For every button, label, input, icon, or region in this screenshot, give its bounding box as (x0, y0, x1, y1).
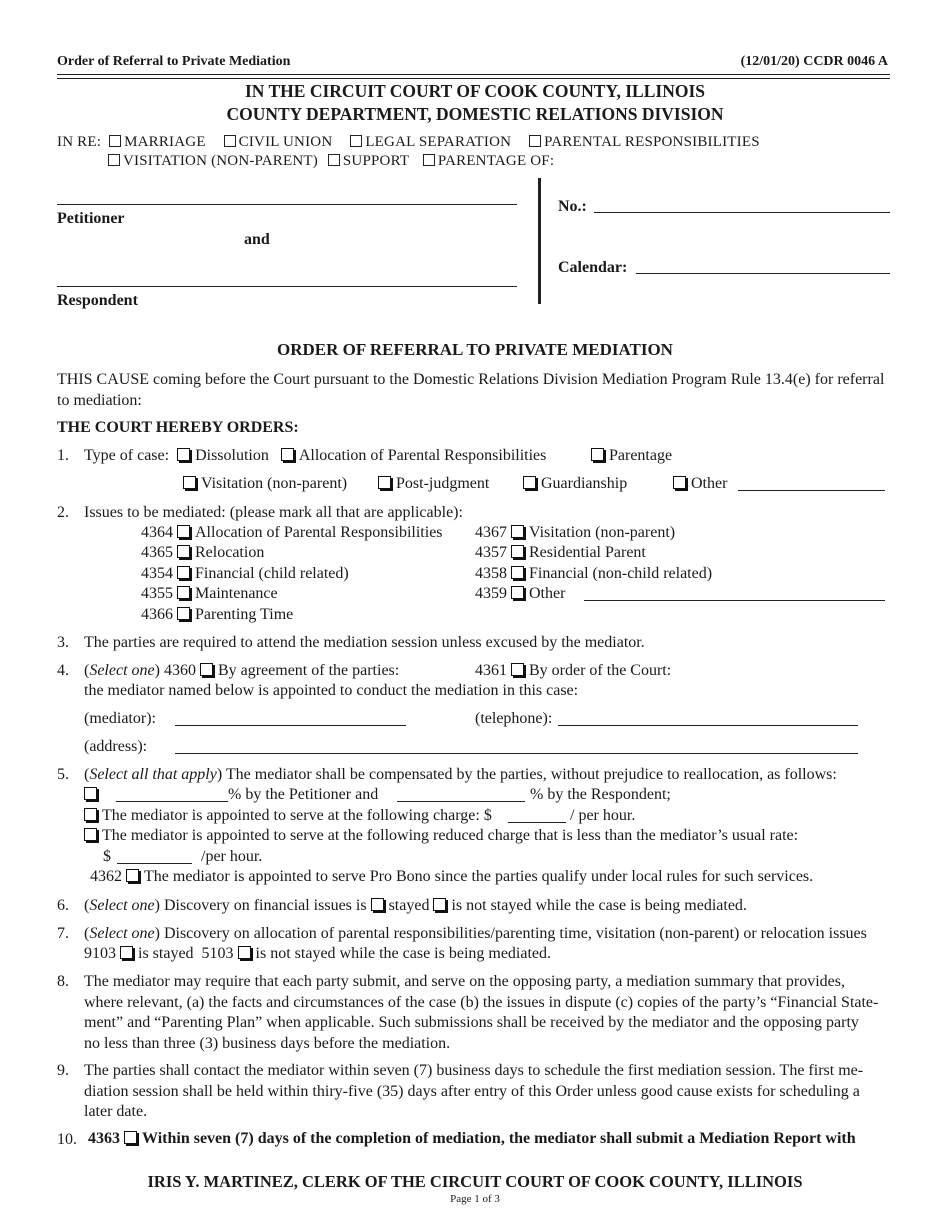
in-re-row-2 (108, 153, 554, 170)
case-number-label: No.: (558, 198, 587, 215)
issue-4364[interactable]: 4364 Allocation of Parental Responsibilities (141, 524, 443, 541)
issue-4354[interactable]: 4354 Financial (child related) (141, 565, 349, 582)
checkbox[interactable] (281, 448, 294, 461)
checkbox[interactable] (511, 566, 524, 579)
in-re-parentage[interactable]: PARENTAGE OF: (423, 153, 554, 169)
issue-4355[interactable]: 4355 Maintenance (141, 585, 278, 602)
case-number-field[interactable] (594, 212, 890, 213)
checkbox[interactable] (529, 135, 541, 147)
checkbox[interactable] (511, 545, 524, 558)
per-hour-b: /per hour. (201, 848, 263, 865)
item-9-line-3: later date. (84, 1103, 148, 1120)
checkbox[interactable] (109, 135, 121, 147)
respondent-line[interactable] (57, 286, 517, 287)
item-9-number: 9. (57, 1062, 69, 1079)
item-3-number: 3. (57, 634, 69, 651)
checkbox[interactable] (673, 476, 686, 489)
item-1-label: Type of case: (84, 447, 170, 464)
item-10-text[interactable]: 4363 Within seven (7) days of the completion of mediation, the mediator shall submit a Mediation Report with (88, 1130, 856, 1147)
checkbox[interactable] (84, 808, 97, 821)
mediator-field[interactable] (175, 725, 406, 726)
item-7-number: 7. (57, 925, 69, 942)
item-8-line-2: where relevant, (a) the facts and circumstances of the case (b) the issues in dispute (c) copies of the party’s “Financial State- (84, 994, 879, 1011)
charge-option-b[interactable]: The mediator is appointed to serve at the following reduced charge that is less than the mediator’s usual rate: (84, 826, 798, 847)
case-type-guardianship[interactable]: Guardianship (523, 474, 627, 495)
checkbox[interactable] (108, 154, 120, 166)
order-title: ORDER OF REFERRAL TO PRIVATE MEDIATION (277, 340, 673, 359)
in-re-row-1 (57, 134, 760, 151)
checkbox[interactable] (200, 663, 213, 676)
mediator-label: (mediator): (84, 710, 156, 727)
court-line-2: COUNTY DEPARTMENT, DOMESTIC RELATIONS DIVISION (226, 104, 724, 124)
issue-4366[interactable]: 4366 Parenting Time (141, 606, 294, 623)
petitioner-label: Petitioner (57, 210, 125, 227)
issue-4365[interactable]: 4365 Relocation (141, 544, 265, 561)
case-type-post-judgment[interactable]: Post-judgment (378, 474, 489, 495)
checkbox[interactable] (224, 135, 236, 147)
checkbox[interactable] (433, 898, 446, 911)
in-re-visitation[interactable]: VISITATION (NON-PARENT) (108, 153, 318, 169)
page-number: Page 1 of 3 (450, 1193, 500, 1205)
calendar-label: Calendar: (558, 259, 628, 276)
item-1-row-1 (84, 446, 546, 467)
checkbox[interactable] (126, 869, 139, 882)
respondent-label: Respondent (57, 292, 138, 309)
checkbox[interactable] (84, 828, 97, 841)
item-5-text: (Select all that apply) The mediator shall be compensated by the parties, without prejudice to reallocation, as follows: (84, 766, 837, 783)
in-re-marriage[interactable]: MARRIAGE (109, 134, 206, 150)
checkbox[interactable] (84, 787, 97, 800)
checkbox[interactable] (511, 663, 524, 676)
header-rule (57, 74, 890, 75)
in-re-parental-responsibilities[interactable]: PARENTAL RESPONSIBILITIES (529, 134, 760, 150)
petitioner-line[interactable] (57, 204, 517, 205)
in-re-prefix: IN RE: (57, 134, 102, 150)
item-2-number: 2. (57, 504, 69, 521)
checkbox[interactable] (523, 476, 536, 489)
checkbox[interactable] (124, 1131, 137, 1144)
checkbox[interactable] (591, 448, 604, 461)
item-8-line-1: The mediator may require that each party submit, and serve on the opposing party, a mediation summary that provides, (84, 973, 845, 990)
checkbox[interactable] (120, 946, 133, 959)
item-9-line-2: diation session shall be held within thiry-five (35) days after entry of this Order unless good cause exists for scheduling a (84, 1083, 860, 1100)
issue-4359[interactable]: 4359 Other (475, 585, 566, 602)
checkbox[interactable] (177, 448, 190, 461)
pct-petitioner-label: % by the Petitioner and (228, 786, 379, 803)
item-1-number: 1. (57, 447, 69, 464)
item-2-label: Issues to be mediated: (please mark all that are applicable): (84, 504, 463, 521)
checkbox[interactable] (350, 135, 362, 147)
checkbox[interactable] (378, 476, 391, 489)
court-orders-heading: THE COURT HEREBY ORDERS: (57, 419, 299, 436)
case-type-other[interactable]: Other (673, 474, 727, 495)
item-4-line-2: the mediator named below is appointed to conduct the mediation in this case: (84, 682, 579, 699)
intro-text: THIS CAUSE coming before the Court pursuant to the Domestic Relations Division Mediation Program Rule 13.4(e) for referral to mediation: (57, 371, 885, 409)
checkbox[interactable] (183, 476, 196, 489)
respondent-percent-field[interactable] (397, 801, 525, 802)
charge-b-field[interactable] (117, 863, 192, 864)
clerk-footer: IRIS Y. MARTINEZ, CLERK OF THE CIRCUIT COURT OF COOK COUNTY, ILLINOIS (147, 1172, 803, 1191)
in-re-legal-separation[interactable]: LEGAL SEPARATION (350, 134, 511, 150)
issue-4367[interactable]: 4367 Visitation (non-parent) (475, 524, 676, 541)
item-4-option-a[interactable]: (Select one) 4360 By agreement of the parties: (84, 662, 400, 679)
item-3-text: The parties are required to attend the mediation session unless excused by the mediator. (84, 634, 645, 651)
item-7-options[interactable]: 9103 is stayed 5103 is not stayed while the case is being mediated. (84, 945, 552, 962)
checkbox[interactable] (238, 946, 251, 959)
issue-other-field[interactable] (584, 600, 885, 601)
compensation-split[interactable] (84, 785, 102, 806)
checkbox[interactable] (177, 586, 190, 599)
item-5-number: 5. (57, 766, 69, 783)
in-re-support[interactable]: SUPPORT (328, 153, 409, 169)
form-title: Order of Referral to Private Mediation (57, 54, 291, 69)
checkbox[interactable] (511, 525, 524, 538)
pro-bono-option[interactable]: 4362 The mediator is appointed to serve Pro Bono since the parties qualify under local rules for such services. (90, 868, 814, 885)
dollar-sign: $ (103, 848, 111, 865)
item-9-line-1: The parties shall contact the mediator within seven (7) business days to schedule the first mediation session. The first me- (84, 1062, 864, 1079)
divider-bar (538, 178, 541, 304)
calendar-field[interactable] (636, 273, 890, 274)
form-code: (12/01/20) CCDR 0046 A (740, 54, 888, 69)
checkbox[interactable] (423, 154, 435, 166)
item-6-text[interactable]: (Select one) Discovery on financial issues is stayed is not stayed while the case is being mediated. (84, 897, 747, 914)
issue-4358[interactable]: 4358 Financial (non-child related) (475, 565, 713, 582)
item-8-number: 8. (57, 973, 69, 990)
checkbox[interactable] (371, 898, 384, 911)
charge-a-field[interactable] (508, 822, 566, 823)
issue-4357[interactable]: 4357 Residential Parent (475, 544, 646, 561)
item-7-text: (Select one) Discovery on allocation of parental responsibilities/parenting time, visitation (non-parent) or relocation issues (84, 925, 867, 942)
per-hour-a: / per hour. (570, 807, 636, 824)
charge-option-a[interactable]: The mediator is appointed to serve at the following charge: $ (84, 806, 492, 827)
case-type-parentage[interactable]: Parentage (591, 446, 672, 467)
item-8-line-3: ment” and “Parenting Plan” when applicable. Such submissions shall be received by the mediator and the opposing party (84, 1014, 859, 1031)
item-8-line-4: no less than three (3) business days before the mediation. (84, 1035, 451, 1052)
header-rule-2 (57, 78, 890, 79)
address-field[interactable] (175, 753, 858, 754)
pct-respondent-label: % by the Respondent; (530, 786, 671, 803)
petitioner-percent-field[interactable] (116, 801, 228, 802)
court-line-1: IN THE CIRCUIT COURT OF COOK COUNTY, ILLINOIS (245, 81, 705, 101)
item-6-number: 6. (57, 897, 69, 914)
case-type-allocation[interactable]: Allocation of Parental Responsibilities (281, 447, 547, 464)
telephone-label: (telephone): (475, 710, 553, 727)
in-re-civil-union[interactable]: CIVIL UNION (224, 134, 333, 150)
item-10-number: 10. (57, 1131, 77, 1148)
telephone-field[interactable] (558, 725, 858, 726)
case-type-other-field[interactable] (738, 490, 885, 491)
checkbox[interactable] (177, 566, 190, 579)
case-type-dissolution[interactable]: Dissolution (177, 447, 269, 464)
checkbox[interactable] (177, 545, 190, 558)
checkbox[interactable] (177, 607, 190, 620)
address-label: (address): (84, 738, 148, 755)
checkbox[interactable] (177, 525, 190, 538)
item-4-number: 4. (57, 662, 69, 679)
checkbox[interactable] (511, 586, 524, 599)
and-label: and (244, 231, 270, 248)
checkbox[interactable] (328, 154, 340, 166)
item-4-option-b[interactable]: 4361 By order of the Court: (475, 662, 672, 679)
case-type-visitation[interactable]: Visitation (non-parent) (183, 474, 347, 495)
